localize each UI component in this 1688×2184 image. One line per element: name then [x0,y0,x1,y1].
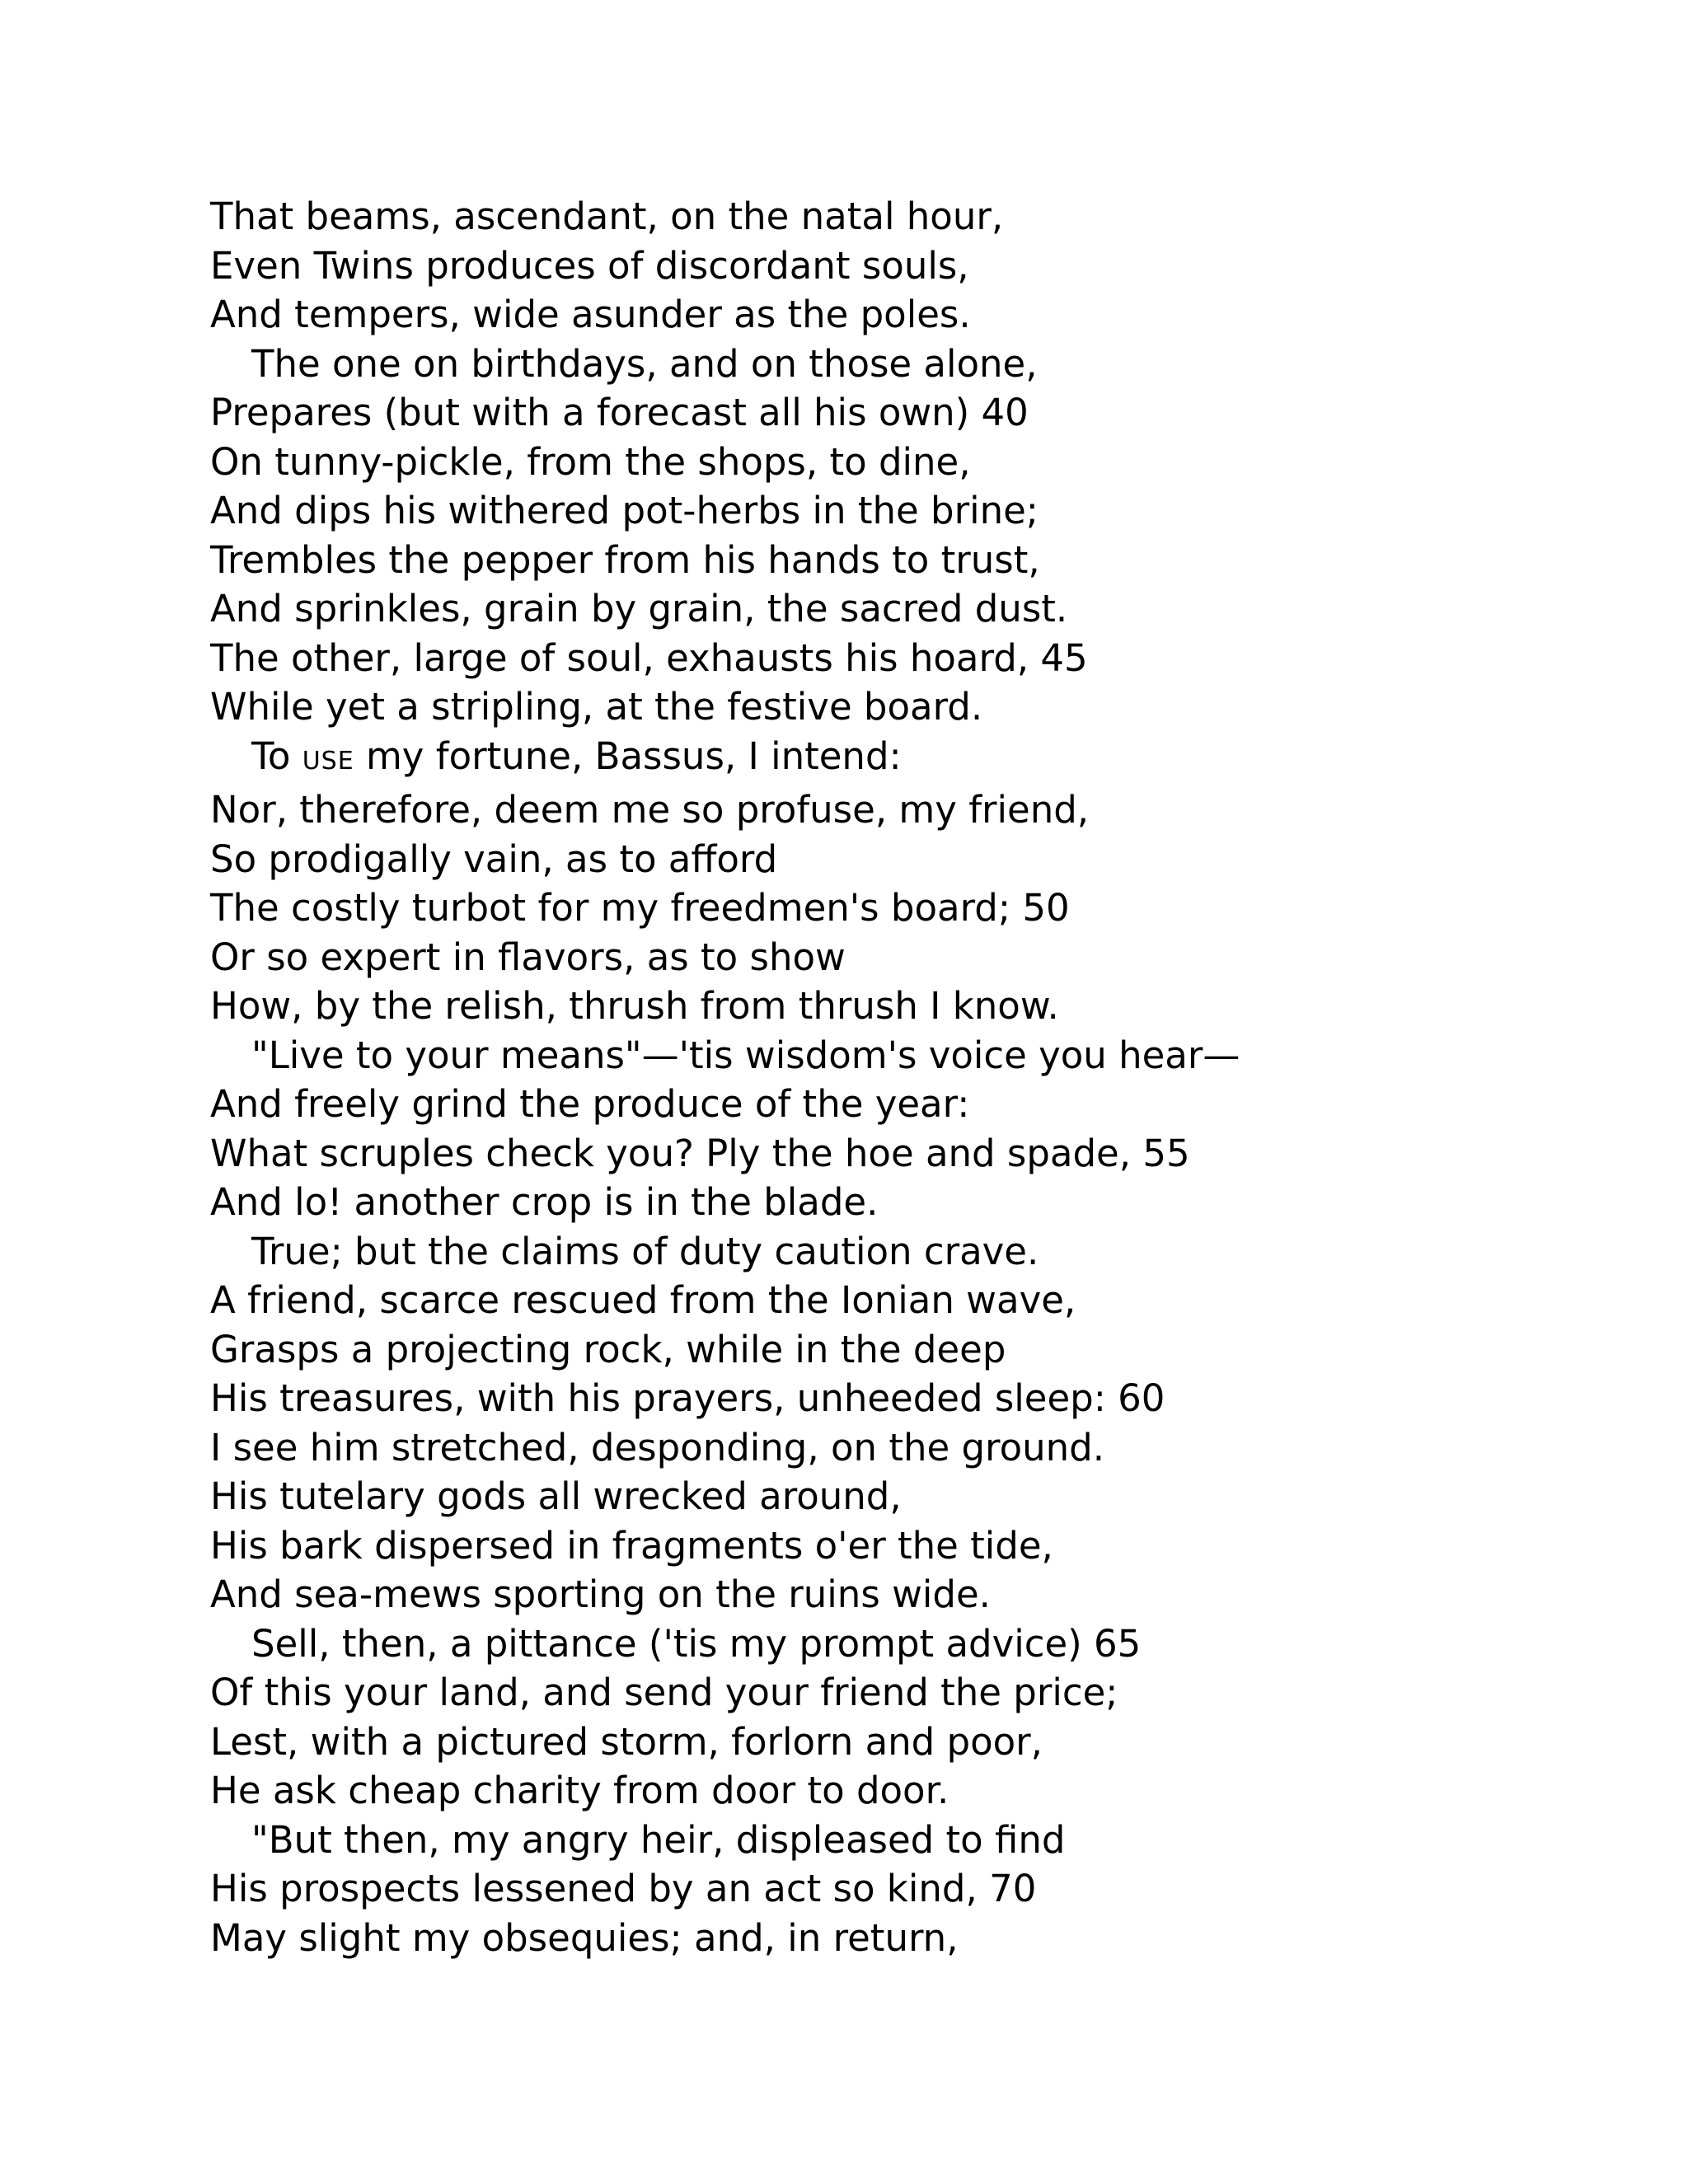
poem-line-part: To [251,733,302,778]
poem-line: Sell, then, a pittance ('tis my prompt advice) 65 [251,1621,1142,1666]
poem-line: His prospects lessened by an act so kind, 70 [210,1867,1037,1910]
poem-line: "But then, my angry heir, displeased to find [251,1817,1066,1862]
poem-line: "Live to your means"—'tis wisdom's voice you hear— [251,1033,1240,1077]
poem-line: And sprinkles, grain by grain, the sacred dust. [210,587,1068,630]
poem-line: He ask cheap charity from door to door. [210,1769,950,1812]
small-caps-word: USE [302,746,354,776]
poem-line: On tunny-pickle, from the shops, to dine, [210,439,971,484]
poem-line: What scruples check you? Ply the hoe and spade, 55 [210,1131,1190,1175]
poem-line: A friend, scarce rescued from the Ionian wave, [210,1278,1076,1322]
poem-line: And freely grind the produce of the year: [210,1082,970,1126]
poem-line-part: my fortune, Bassus, I intend: [354,733,902,778]
poem-line: Grasps a projecting rock, while in the deep [210,1327,1006,1371]
poem-line: Prepares (but with a forecast all his own) 40 [210,391,1029,434]
poem-line: His treasures, with his prayers, unheeded sleep: 60 [210,1376,1165,1420]
poem-line: His bark dispersed in fragments o'er the tide, [210,1523,1053,1568]
poem-line: Of this your land, and send your friend the price; [210,1671,1118,1714]
poem-line: Even Twins produces of discordant souls, [210,243,969,288]
poem-line: Nor, therefore, deem me so profuse, my friend, [210,788,1090,832]
poem-line: The other, large of soul, exhausts his hoard, 45 [210,635,1088,680]
poem-line [210,732,1611,786]
poem-line: Trembles the pepper from his hands to trust, [210,537,1040,582]
poem-line: His tutelary gods all wrecked around, [210,1474,902,1518]
poem-line: And sea-mews sporting on the ruins wide. [210,1572,991,1616]
poem-line: May slight my obsequies; and, in return, [210,1915,959,1960]
poem-line: So prodigally vain, as to afford [210,837,778,881]
poem-line: The one on birthdays, and on those alone, [251,341,1038,386]
poem-line: Lest, with a pictured storm, forlorn and poor, [210,1719,1043,1764]
poem-line: While yet a stripling, at the festive board. [210,685,983,729]
poem-line: That beams, ascendant, on the natal hour, [210,194,1004,238]
poem-line: And dips his withered pot-herbs in the brine; [210,489,1039,532]
poem-line: True; but the claims of duty caution crave. [251,1229,1039,1273]
poem-line: I see him stretched, desponding, on the ground. [210,1425,1105,1469]
poem-line: Or so expert in flavors, as to show [210,935,846,979]
poem-line: How, by the relish, thrush from thrush I know. [210,984,1059,1028]
poem-text [210,192,1611,1962]
poem-line: And lo! another crop is in the blade. [210,1180,879,1224]
poem-line: The costly turbot for my freedmen's board; 50 [210,886,1070,930]
poem-line: And tempers, wide asunder as the poles. [210,293,971,336]
